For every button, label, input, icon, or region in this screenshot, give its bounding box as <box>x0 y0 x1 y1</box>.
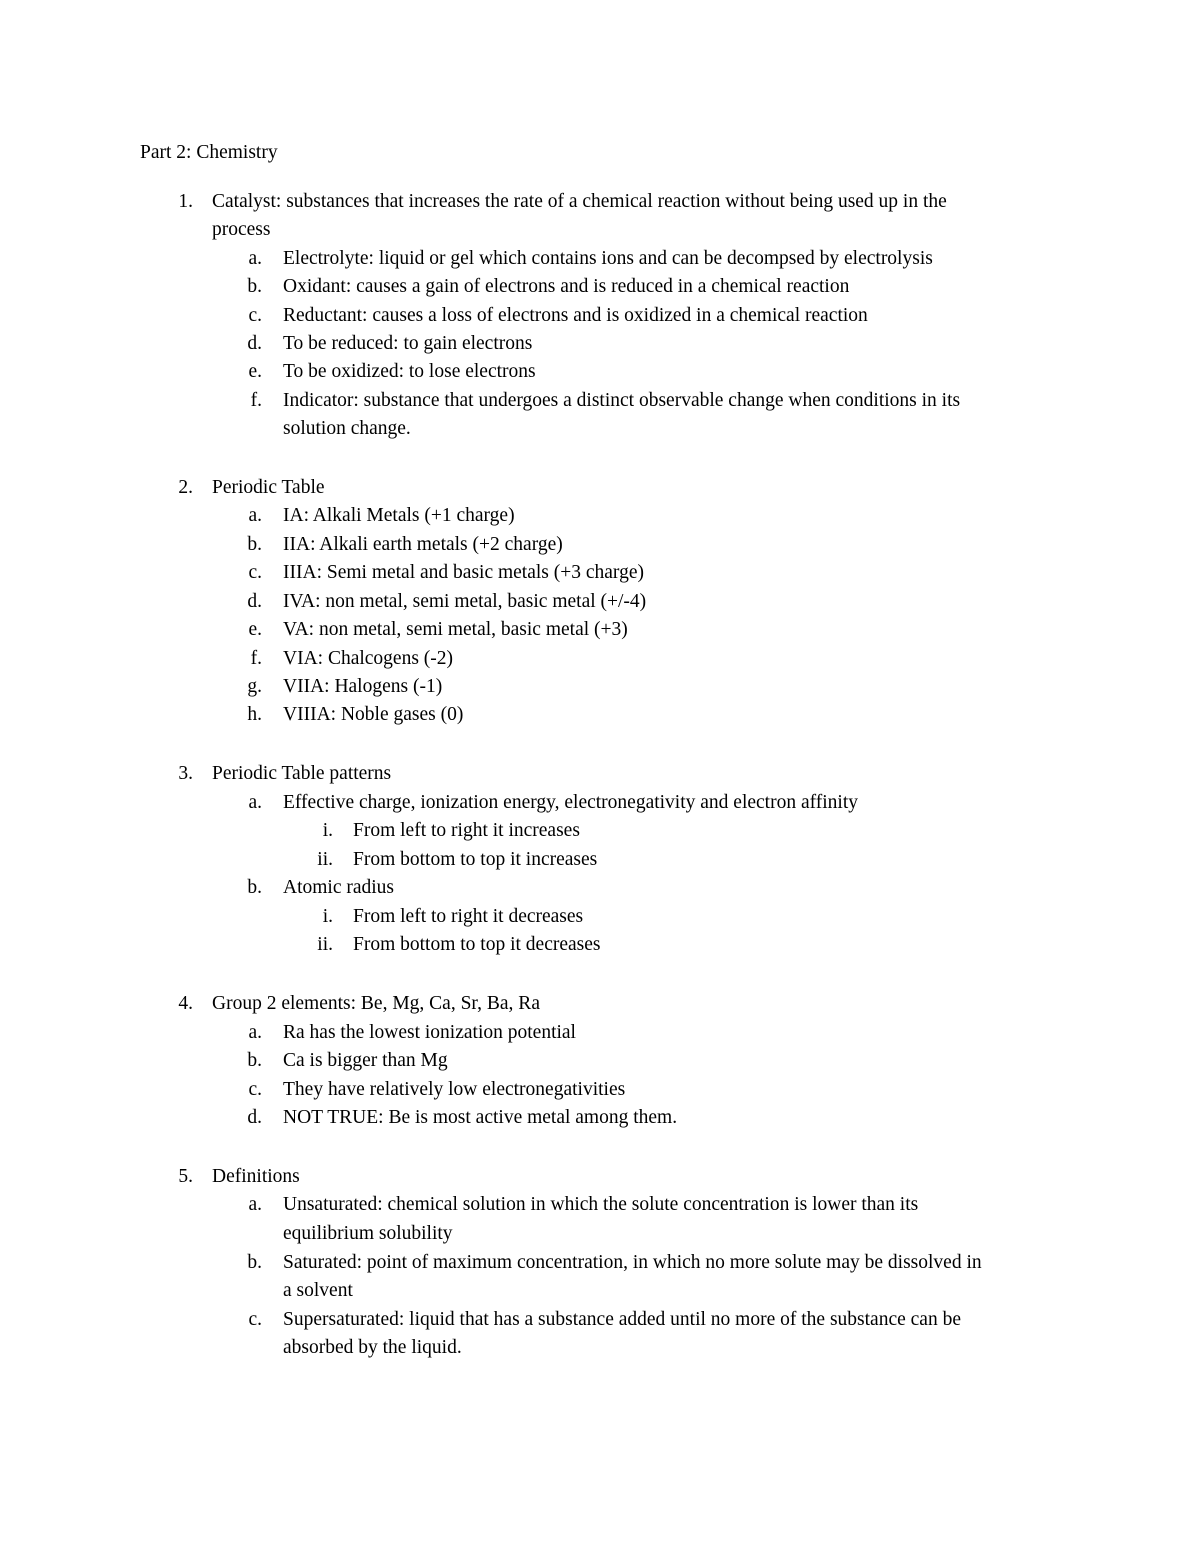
list-marker: b. <box>247 877 262 898</box>
list-marker: c. <box>248 1079 262 1100</box>
list-item-text: Catalyst: substances that increases the rate of a chemical reaction without being used up in the <box>212 191 947 212</box>
list-item-text: From bottom to top it decreases <box>353 934 601 955</box>
list-item-text: VIIIA: Noble gases (0) <box>283 704 464 725</box>
list-item-text: To be reduced: to gain electrons <box>283 333 533 354</box>
list-marker: i. <box>322 820 333 841</box>
list-item-text: absorbed by the liquid. <box>283 1337 462 1358</box>
list-marker: f. <box>250 390 262 411</box>
list-marker: a. <box>248 248 262 269</box>
list-item-text: Ca is bigger than Mg <box>283 1050 448 1071</box>
list-item-text: Ra has the lowest ionization potential <box>283 1022 576 1043</box>
list-item-text: Group 2 elements: Be, Mg, Ca, Sr, Ba, Ra <box>212 993 540 1014</box>
list-item-text: They have relatively low electronegativities <box>283 1079 626 1100</box>
list-marker: 4. <box>178 993 193 1014</box>
list-marker: 5. <box>178 1166 193 1187</box>
list-item-text: Oxidant: causes a gain of electrons and is reduced in a chemical reaction <box>283 276 850 297</box>
list-marker: b. <box>247 1050 262 1071</box>
list-item-text: Effective charge, ionization energy, electronegativity and electron affinity <box>283 792 859 813</box>
list-marker: ii. <box>317 934 333 955</box>
list-item-text: IA: Alkali Metals (+1 charge) <box>283 505 515 526</box>
list-item-text: Supersaturated: liquid that has a substance added until no more of the substance can be <box>283 1309 961 1330</box>
list-item-text: process <box>212 219 271 240</box>
list-item-text: To be oxidized: to lose electrons <box>283 361 536 382</box>
list-item-text: equilibrium solubility <box>283 1223 453 1244</box>
list-item-text: Atomic radius <box>283 877 395 898</box>
list-item-text: Saturated: point of maximum concentration, in which no more solute may be dissolved in <box>283 1252 982 1273</box>
list-marker: a. <box>248 505 262 526</box>
list-item-text: a solvent <box>283 1280 353 1301</box>
list-item-text: VIA: Chalcogens (-2) <box>283 648 454 669</box>
list-marker: f. <box>250 648 262 669</box>
list-item-text: VA: non metal, semi metal, basic metal (+3) <box>283 619 628 640</box>
list-marker: e. <box>248 361 262 382</box>
list-item-text: Unsaturated: chemical solution in which the solute concentration is lower than its <box>283 1194 919 1215</box>
list-marker: 3. <box>178 763 193 784</box>
list-marker: ii. <box>317 849 333 870</box>
list-item-text: IIA: Alkali earth metals (+2 charge) <box>283 534 563 555</box>
list-marker: c. <box>248 1309 262 1330</box>
list-marker: a. <box>248 1022 262 1043</box>
list-marker: i. <box>322 906 333 927</box>
list-item-text: From bottom to top it increases <box>353 849 598 870</box>
list-marker: b. <box>247 534 262 555</box>
list-marker: d. <box>247 591 262 612</box>
list-marker: g. <box>247 676 262 697</box>
list-item-text: Definitions <box>212 1166 300 1187</box>
list-marker: a. <box>248 792 262 813</box>
list-marker: c. <box>248 305 262 326</box>
list-item-text: Indicator: substance that undergoes a distinct observable change when conditions in its <box>283 390 961 411</box>
list-marker: b. <box>247 276 262 297</box>
list-item-text: Periodic Table <box>212 477 325 498</box>
list-item-text: Periodic Table patterns <box>212 763 392 784</box>
list-item-text: From left to right it increases <box>353 820 580 841</box>
list-item-text: IVA: non metal, semi metal, basic metal (+/-4) <box>283 591 647 612</box>
list-marker: d. <box>247 333 262 354</box>
list-marker: h. <box>247 704 262 725</box>
list-marker: a. <box>248 1194 262 1215</box>
list-item-text: NOT TRUE: Be is most active metal among them. <box>283 1107 678 1128</box>
list-marker: d. <box>247 1107 262 1128</box>
list-marker: 1. <box>178 191 193 212</box>
list-item-text: Electrolyte: liquid or gel which contains ions and can be decompsed by electrolysis <box>283 248 933 269</box>
list-marker: e. <box>248 619 262 640</box>
list-item-text: solution change. <box>283 418 411 439</box>
list-item-text: IIIA: Semi metal and basic metals (+3 charge) <box>283 562 644 583</box>
list-item-text: Reductant: causes a loss of electrons and is oxidized in a chemical reaction <box>283 305 868 326</box>
page-title: Part 2: Chemistry <box>140 142 278 163</box>
list-marker: 2. <box>178 477 193 498</box>
list-marker: b. <box>247 1252 262 1273</box>
list-item-text: VIIA: Halogens (-1) <box>283 676 443 697</box>
list-marker: c. <box>248 562 262 583</box>
list-item-text: From left to right it decreases <box>353 906 584 927</box>
